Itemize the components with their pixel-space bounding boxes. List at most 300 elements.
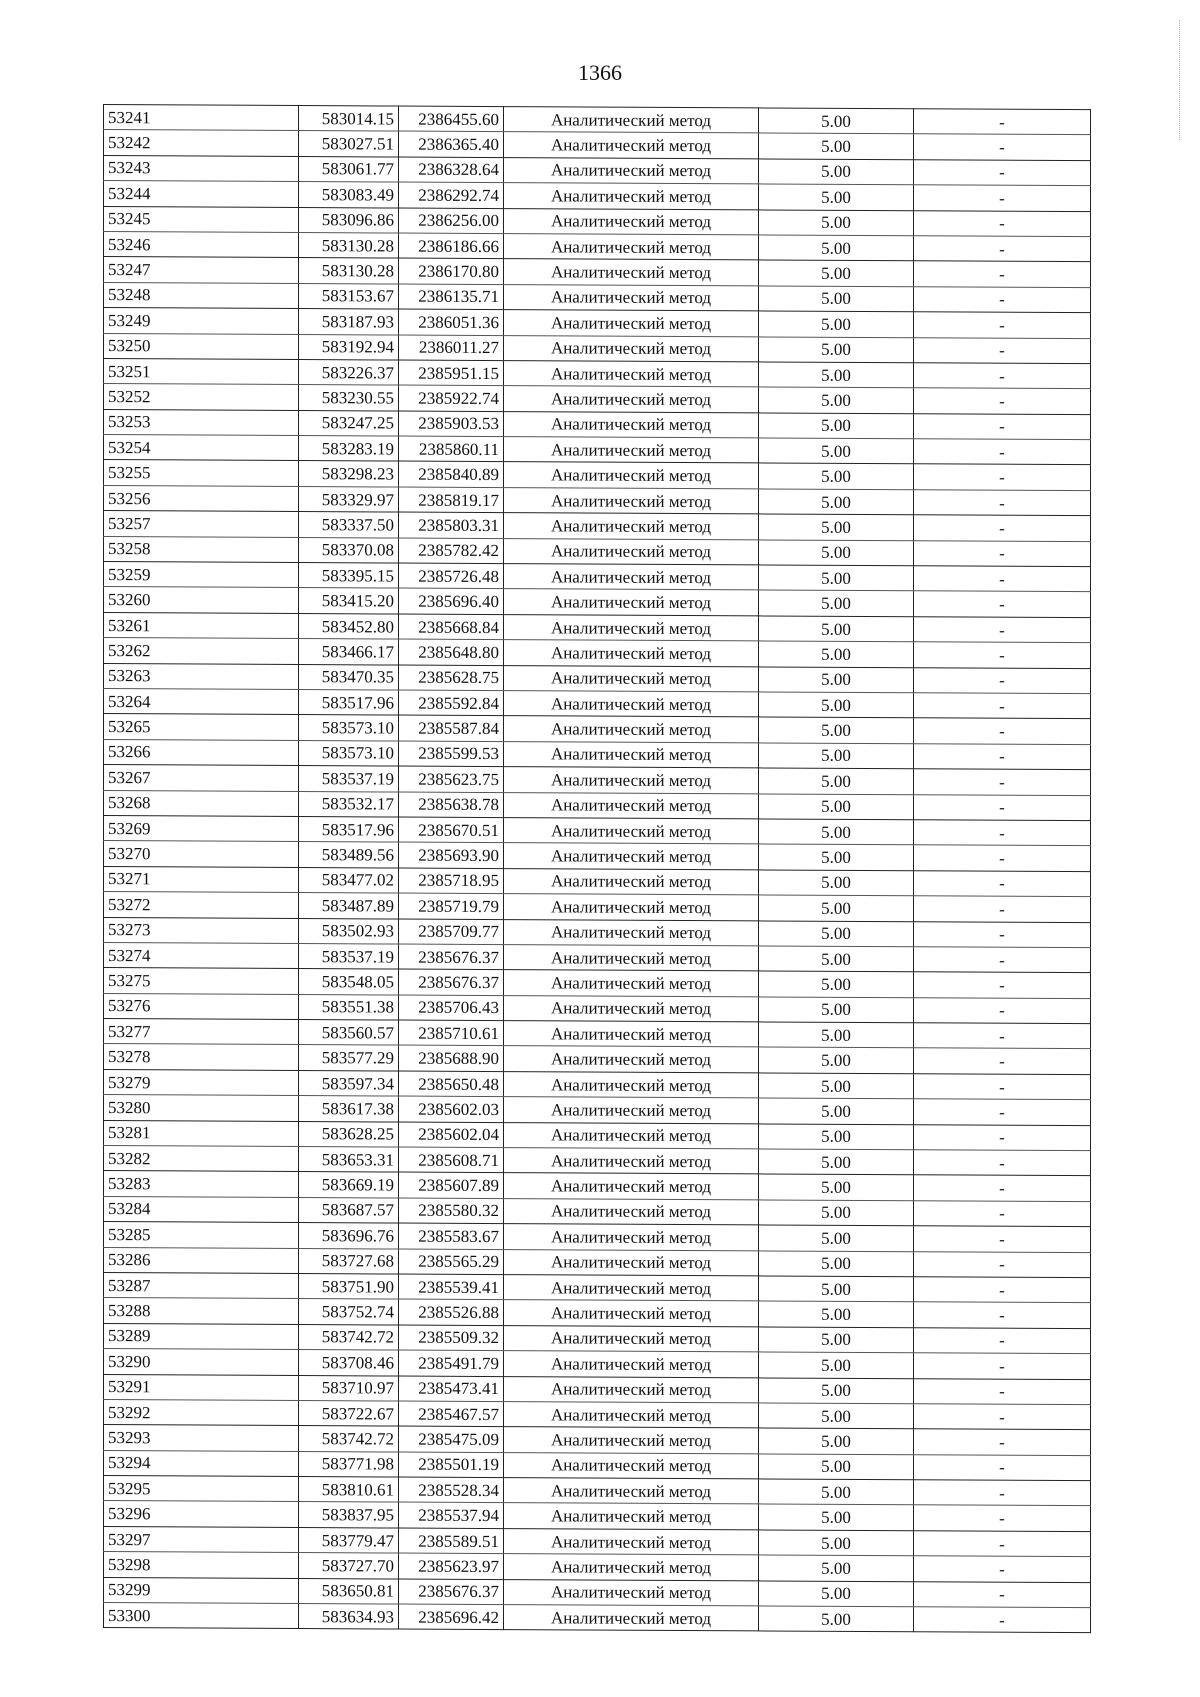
accuracy-cell: 5.00 [759,1555,914,1581]
accuracy-cell: 5.00 [759,1377,914,1403]
y-coordinate-cell: 2385623.97 [399,1553,504,1579]
accuracy-cell: 5.00 [759,1225,914,1251]
accuracy-cell: 5.00 [759,108,914,134]
note-cell: - [914,1175,1091,1201]
point-number-cell: 53258 [104,536,299,562]
y-coordinate-cell: 2385676.37 [399,1579,504,1605]
accuracy-cell: 5.00 [759,870,914,896]
accuracy-cell: 5.00 [759,1047,914,1073]
y-coordinate-cell: 2385565.29 [399,1249,504,1275]
x-coordinate-cell: 583329.97 [299,486,399,512]
y-coordinate-cell: 2385903.53 [399,411,504,437]
method-cell: Аналитический метод [504,1427,759,1454]
y-coordinate-cell: 2386135.71 [399,284,504,310]
note-cell: - [914,744,1091,770]
y-coordinate-cell: 2385509.32 [399,1325,504,1351]
method-cell: Аналитический метод [504,843,759,870]
y-coordinate-cell: 2385719.79 [399,893,504,919]
note-cell: - [914,1429,1091,1455]
note-cell: - [914,1531,1091,1557]
x-coordinate-cell: 583083.49 [299,182,399,208]
accuracy-cell: 5.00 [759,413,914,439]
accuracy-cell: 5.00 [759,1581,914,1607]
method-cell: Аналитический метод [504,1325,759,1352]
point-number-cell: 53263 [104,663,299,689]
point-number-cell: 53252 [104,384,299,410]
note-cell: - [914,1581,1091,1607]
method-cell: Аналитический метод [504,894,759,921]
note-cell: - [914,1505,1091,1531]
point-number-cell: 53251 [104,358,299,384]
accuracy-cell: 5.00 [759,260,914,286]
y-coordinate-cell: 2385526.88 [399,1299,504,1325]
x-coordinate-cell: 583634.93 [299,1604,399,1630]
method-cell: Аналитический метод [504,1173,759,1200]
method-cell: Аналитический метод [504,361,759,388]
x-coordinate-cell: 583696.76 [299,1223,399,1249]
note-cell: - [914,1556,1091,1582]
point-number-cell: 53269 [104,815,299,841]
x-coordinate-cell: 583014.15 [299,106,399,132]
accuracy-cell: 5.00 [759,362,914,388]
method-cell: Аналитический метод [504,513,759,540]
accuracy-cell: 5.00 [759,997,914,1023]
method-cell: Аналитический метод [504,691,759,718]
x-coordinate-cell: 583771.98 [299,1451,399,1477]
method-cell: Аналитический метод [504,1528,759,1555]
note-cell: - [914,134,1091,160]
x-coordinate-cell: 583537.19 [299,766,399,792]
x-coordinate-cell: 583187.93 [299,309,399,335]
y-coordinate-cell: 2385676.37 [399,944,504,970]
x-coordinate-cell: 583727.68 [299,1248,399,1274]
accuracy-cell: 5.00 [759,1149,914,1175]
point-number-cell: 53274 [104,942,299,968]
accuracy-cell: 5.00 [759,1504,914,1530]
x-coordinate-cell: 583548.05 [299,969,399,995]
y-coordinate-cell: 2385819.17 [399,487,504,513]
x-coordinate-cell: 583370.08 [299,537,399,563]
x-coordinate-cell: 583153.67 [299,283,399,309]
method-cell: Аналитический метод [504,741,759,768]
x-coordinate-cell: 583466.17 [299,639,399,665]
y-coordinate-cell: 2385688.90 [399,1046,504,1072]
method-cell: Аналитический метод [504,1275,759,1302]
accuracy-cell: 5.00 [759,1174,914,1200]
x-coordinate-cell: 583837.95 [299,1502,399,1528]
method-cell: Аналитический метод [504,818,759,845]
y-coordinate-cell: 2385473.41 [399,1376,504,1402]
y-coordinate-cell: 2385650.48 [399,1071,504,1097]
method-cell: Аналитический метод [504,386,759,413]
y-coordinate-cell: 2385475.09 [399,1426,504,1452]
method-cell: Аналитический метод [504,157,759,184]
y-coordinate-cell: 2385803.31 [399,512,504,538]
method-cell: Аналитический метод [504,437,759,464]
x-coordinate-cell: 583061.77 [299,156,399,182]
note-cell: - [914,693,1091,719]
point-number-cell: 53288 [104,1298,299,1324]
page-number: 1366 [578,60,622,85]
accuracy-cell: 5.00 [759,336,914,362]
note-cell: - [914,1251,1091,1277]
note-cell: - [914,947,1091,973]
note-cell: - [914,185,1091,211]
method-cell: Аналитический метод [504,538,759,565]
y-coordinate-cell: 2386186.66 [399,233,504,259]
point-number-cell: 53268 [104,790,299,816]
point-number-cell: 53244 [104,181,299,207]
y-coordinate-cell: 2385668.84 [399,614,504,640]
method-cell: Аналитический метод [504,919,759,946]
method-cell: Аналитический метод [504,1122,759,1149]
point-number-cell: 53287 [104,1272,299,1298]
note-cell: - [914,515,1091,541]
method-cell: Аналитический метод [504,1579,759,1606]
note-cell: - [914,667,1091,693]
x-coordinate-cell: 583489.56 [299,842,399,868]
note-cell: - [914,413,1091,439]
coordinates-table-body [104,105,1091,1634]
note-cell: - [914,1226,1091,1252]
accuracy-cell: 5.00 [759,1301,914,1327]
x-coordinate-cell: 583722.67 [299,1400,399,1426]
point-number-cell: 53279 [104,1069,299,1095]
note-cell: - [914,997,1091,1023]
x-coordinate-cell: 583537.19 [299,943,399,969]
x-coordinate-cell: 583247.25 [299,410,399,436]
note-cell: - [914,1099,1091,1125]
method-cell: Аналитический метод [504,132,759,159]
point-number-cell: 53259 [104,562,299,588]
point-number-cell: 53254 [104,435,299,461]
x-coordinate-cell: 583727.70 [299,1553,399,1579]
point-number-cell: 53271 [104,866,299,892]
method-cell: Аналитический метод [504,1249,759,1276]
y-coordinate-cell: 2385539.41 [399,1274,504,1300]
accuracy-cell: 5.00 [759,641,914,667]
note-cell: - [914,540,1091,566]
accuracy-cell: 5.00 [759,971,914,997]
point-number-cell: 53248 [104,282,299,308]
point-number-cell: 53290 [104,1349,299,1375]
method-cell: Аналитический метод [504,1148,759,1175]
method-cell: Аналитический метод [504,868,759,895]
note-cell: - [914,769,1091,795]
y-coordinate-cell: 2385587.84 [399,715,504,741]
y-coordinate-cell: 2385696.40 [399,588,504,614]
point-number-cell: 53283 [104,1171,299,1197]
y-coordinate-cell: 2385528.34 [399,1477,504,1503]
x-coordinate-cell: 583337.50 [299,512,399,538]
accuracy-cell: 5.00 [759,463,914,489]
x-coordinate-cell: 583617.38 [299,1096,399,1122]
point-number-cell: 53292 [104,1399,299,1425]
note-cell: - [914,1277,1091,1303]
point-number-cell: 53278 [104,1044,299,1070]
note-cell: - [914,312,1091,338]
y-coordinate-cell: 2385951.15 [399,360,504,386]
note-cell: - [914,1607,1091,1633]
accuracy-cell: 5.00 [759,438,914,464]
accuracy-cell: 5.00 [759,768,914,794]
method-cell: Аналитический метод [504,411,759,438]
x-coordinate-cell: 583470.35 [299,664,399,690]
method-cell: Аналитический метод [504,665,759,692]
accuracy-cell: 5.00 [759,565,914,591]
x-coordinate-cell: 583669.19 [299,1172,399,1198]
note-cell: - [914,1454,1091,1480]
x-coordinate-cell: 583415.20 [299,588,399,614]
accuracy-cell: 5.00 [759,844,914,870]
method-cell: Аналитический метод [504,1198,759,1225]
method-cell: Аналитический метод [504,208,759,235]
y-coordinate-cell: 2385709.77 [399,919,504,945]
x-coordinate-cell: 583130.28 [299,258,399,284]
point-number-cell: 53273 [104,917,299,943]
point-number-cell: 53247 [104,257,299,283]
y-coordinate-cell: 2385467.57 [399,1401,504,1427]
accuracy-cell: 5.00 [759,1124,914,1150]
note-cell: - [914,718,1091,744]
method-cell: Аналитический метод [504,767,759,794]
x-coordinate-cell: 583687.57 [299,1197,399,1223]
note-cell: - [914,1353,1091,1379]
accuracy-cell: 5.00 [759,489,914,515]
y-coordinate-cell: 2385860.11 [399,436,504,462]
accuracy-cell: 5.00 [759,311,914,337]
accuracy-cell: 5.00 [759,667,914,693]
point-number-cell: 53261 [104,612,299,638]
x-coordinate-cell: 583226.37 [299,359,399,385]
point-number-cell: 53253 [104,409,299,435]
x-coordinate-cell: 583742.72 [299,1426,399,1452]
method-cell: Аналитический метод [504,1605,759,1632]
accuracy-cell: 5.00 [759,590,914,616]
note-cell: - [914,566,1091,592]
x-coordinate-cell: 583298.23 [299,461,399,487]
y-coordinate-cell: 2385592.84 [399,690,504,716]
note-cell: - [914,388,1091,414]
y-coordinate-cell: 2385599.53 [399,741,504,767]
note-cell: - [914,1150,1091,1176]
accuracy-cell: 5.00 [759,1251,914,1277]
x-coordinate-cell: 583477.02 [299,867,399,893]
note-cell: - [914,286,1091,312]
x-coordinate-cell: 583708.46 [299,1350,399,1376]
y-coordinate-cell: 2385537.94 [399,1503,504,1529]
y-coordinate-cell: 2385706.43 [399,995,504,1021]
point-number-cell: 53242 [104,130,299,156]
accuracy-cell: 5.00 [759,1098,914,1124]
note-cell: - [914,1404,1091,1430]
point-number-cell: 53243 [104,155,299,181]
y-coordinate-cell: 2385840.89 [399,462,504,488]
x-coordinate-cell: 583452.80 [299,613,399,639]
y-coordinate-cell: 2385607.89 [399,1172,504,1198]
note-cell: - [914,363,1091,389]
point-number-cell: 53294 [104,1450,299,1476]
point-number-cell: 53241 [104,105,299,131]
method-cell: Аналитический метод [504,1224,759,1251]
accuracy-cell: 5.00 [759,743,914,769]
accuracy-cell: 5.00 [759,286,914,312]
point-number-cell: 53260 [104,587,299,613]
point-number-cell: 53275 [104,968,299,994]
note-cell: - [914,464,1091,490]
note-cell: - [914,972,1091,998]
x-coordinate-cell: 583551.38 [299,994,399,1020]
method-cell: Аналитический метод [504,284,759,311]
x-coordinate-cell: 583560.57 [299,1020,399,1046]
x-coordinate-cell: 583577.29 [299,1045,399,1071]
accuracy-cell: 5.00 [759,1454,914,1480]
point-number-cell: 53300 [104,1603,299,1629]
note-cell: - [914,1074,1091,1100]
point-number-cell: 53280 [104,1095,299,1121]
point-number-cell: 53277 [104,1019,299,1045]
accuracy-cell: 5.00 [759,793,914,819]
y-coordinate-cell: 2386256.00 [399,208,504,234]
accuracy-cell: 5.00 [759,717,914,743]
note-cell: - [914,1048,1091,1074]
y-coordinate-cell: 2385491.79 [399,1350,504,1376]
method-cell: Аналитический метод [504,1071,759,1098]
y-coordinate-cell: 2385710.61 [399,1020,504,1046]
y-coordinate-cell: 2385501.19 [399,1452,504,1478]
y-coordinate-cell: 2385583.67 [399,1223,504,1249]
method-cell: Аналитический метод [504,487,759,514]
accuracy-cell: 5.00 [759,692,914,718]
y-coordinate-cell: 2385638.78 [399,792,504,818]
point-number-cell: 53289 [104,1323,299,1349]
point-number-cell: 53285 [104,1222,299,1248]
y-coordinate-cell: 2385580.32 [399,1198,504,1224]
x-coordinate-cell: 583283.19 [299,436,399,462]
point-number-cell: 53266 [104,739,299,765]
point-number-cell: 53249 [104,308,299,334]
point-number-cell: 53250 [104,333,299,359]
y-coordinate-cell: 2385608.71 [399,1147,504,1173]
note-cell: - [914,1023,1091,1049]
coordinates-table [103,104,1091,1634]
accuracy-cell: 5.00 [759,1403,914,1429]
method-cell: Аналитический метод [504,1351,759,1378]
table-row [104,1603,1091,1634]
note-cell: - [914,820,1091,846]
y-coordinate-cell: 2385922.74 [399,385,504,411]
method-cell: Аналитический метод [504,1402,759,1429]
method-cell: Аналитический метод [504,1554,759,1581]
method-cell: Аналитический метод [504,1503,759,1530]
x-coordinate-cell: 583628.25 [299,1121,399,1147]
point-number-cell: 53262 [104,638,299,664]
accuracy-cell: 5.00 [759,1327,914,1353]
x-coordinate-cell: 583487.89 [299,893,399,919]
accuracy-cell: 5.00 [759,1530,914,1556]
point-number-cell: 53256 [104,485,299,511]
x-coordinate-cell: 583653.31 [299,1147,399,1173]
point-number-cell: 53270 [104,841,299,867]
method-cell: Аналитический метод [504,792,759,819]
y-coordinate-cell: 2385628.75 [399,665,504,691]
note-cell: - [914,794,1091,820]
accuracy-cell: 5.00 [759,819,914,845]
method-cell: Аналитический метод [504,640,759,667]
accuracy-cell: 5.00 [759,159,914,185]
accuracy-cell: 5.00 [759,209,914,235]
accuracy-cell: 5.00 [759,133,914,159]
point-number-cell: 53281 [104,1120,299,1146]
method-cell: Аналитический метод [504,107,759,134]
point-number-cell: 53297 [104,1526,299,1552]
method-cell: Аналитический метод [504,335,759,362]
y-coordinate-cell: 2386455.60 [399,106,504,132]
x-coordinate-cell: 583573.10 [299,740,399,766]
accuracy-cell: 5.00 [759,920,914,946]
x-coordinate-cell: 583752.74 [299,1299,399,1325]
y-coordinate-cell: 2385623.75 [399,766,504,792]
y-coordinate-cell: 2386365.40 [399,131,504,157]
note-cell: - [914,1302,1091,1328]
method-cell: Аналитический метод [504,1300,759,1327]
x-coordinate-cell: 583751.90 [299,1273,399,1299]
method-cell: Аналитический метод [504,1097,759,1124]
method-cell: Аналитический метод [504,589,759,616]
accuracy-cell: 5.00 [759,235,914,261]
y-coordinate-cell: 2385648.80 [399,639,504,665]
x-coordinate-cell: 583650.81 [299,1578,399,1604]
x-coordinate-cell: 583096.86 [299,207,399,233]
method-cell: Аналитический метод [504,995,759,1022]
note-cell: - [914,1201,1091,1227]
accuracy-cell: 5.00 [759,946,914,972]
y-coordinate-cell: 2385718.95 [399,868,504,894]
x-coordinate-cell: 583517.96 [299,690,399,716]
method-cell: Аналитический метод [504,1046,759,1073]
method-cell: Аналитический метод [504,1021,759,1048]
accuracy-cell: 5.00 [759,1022,914,1048]
point-number-cell: 53282 [104,1146,299,1172]
accuracy-cell: 5.00 [759,540,914,566]
point-number-cell: 53246 [104,231,299,257]
method-cell: Аналитический метод [504,614,759,641]
point-number-cell: 53267 [104,765,299,791]
accuracy-cell: 5.00 [759,1606,914,1632]
point-number-cell: 53299 [104,1577,299,1603]
note-cell: - [914,845,1091,871]
point-number-cell: 53276 [104,993,299,1019]
note-cell: - [914,642,1091,668]
y-coordinate-cell: 2385589.51 [399,1528,504,1554]
note-cell: - [914,261,1091,287]
y-coordinate-cell: 2385726.48 [399,563,504,589]
method-cell: Аналитический метод [504,1376,759,1403]
note-cell: - [914,160,1091,186]
method-cell: Аналитический метод [504,970,759,997]
y-coordinate-cell: 2386292.74 [399,182,504,208]
x-coordinate-cell: 583230.55 [299,385,399,411]
accuracy-cell: 5.00 [759,1479,914,1505]
y-coordinate-cell: 2385693.90 [399,842,504,868]
x-coordinate-cell: 583573.10 [299,715,399,741]
point-number-cell: 53265 [104,714,299,740]
method-cell: Аналитический метод [504,1452,759,1479]
x-coordinate-cell: 583597.34 [299,1070,399,1096]
accuracy-cell: 5.00 [759,184,914,210]
accuracy-cell: 5.00 [759,1276,914,1302]
x-coordinate-cell: 583027.51 [299,131,399,157]
